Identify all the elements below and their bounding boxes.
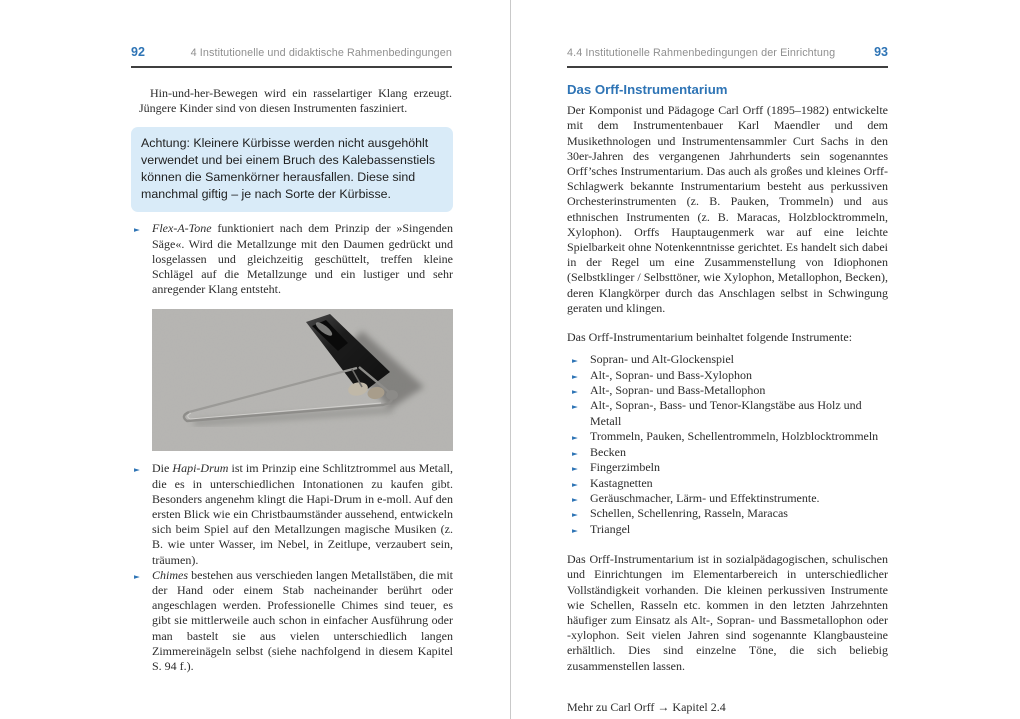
list-item <box>567 429 888 444</box>
bullet-term: Flex-A-Tone <box>152 221 212 236</box>
bullet-triangle-icon: ► <box>572 510 578 520</box>
flexatone-photo-image <box>152 309 453 451</box>
orff-paragraph-2: Das Orff-Instrumentarium ist in sozialpädagogischen, schulischen und Einrichtungen im Elementarbereich in unterschiedlicher Vollständigkeit vorhanden. Die kleinen perkussiven Instrumente wie Schellen, Rasseln etc. kommen in den letzten Jahrzehnten häufiger zum Einsatz als Alt-, Sopran- und Bassmetallophon oder -xylophon. Seit vielen Jahren sind sogenannte Klangbausteine erhältlich. Dies sind einzelne Töne, die sich beliebig zusammenstellen lassen. <box>567 552 888 673</box>
bullet-text: funktioniert nach dem Prinzip der »Singenden Säge«. Wird die Metallzunge mit den Daumen gedrückt und losgelassen und gleichzeitig geschüttelt, treffen kleine Schlägel auf die Metallzunge und ein lustiger und sehr anregender Klang entsteht. <box>152 221 453 297</box>
right-page-number: 93 <box>874 45 888 59</box>
bullet-triangle-icon: ► <box>572 494 578 504</box>
bullet-text: ist im Prinzip eine Schlitztrommel aus Metall, die es in unterschiedlichen Intonationen zu kaufen gibt. Besonders angenehm klingt die Hapi-Drum in e-moll. Auf den ersten Blick wie ein Christbaumständer aussehend, entwickeln sich beim Spiel auf den Metallzungen magische Musiken (z. B. wie unter Wasser, im Nebel, in Zeitlupe, verzaubert sein, träumen). <box>152 461 453 567</box>
bullet-pre: Die <box>152 461 173 476</box>
list-item <box>567 460 888 475</box>
left-running-header <box>131 45 452 59</box>
instrument-label: Schellen, Schellenring, Rasseln, Maracas <box>590 506 788 521</box>
left-header-rule <box>131 66 452 68</box>
instrument-label: Triangel <box>590 521 631 536</box>
instruments-list-intro: Das Orff-Instrumentarium beinhaltet folgende Instrumente: <box>567 330 853 345</box>
left-body-column <box>131 86 453 674</box>
bullet-triangle-icon: ► <box>572 371 578 381</box>
instrument-label: Alt-, Sopran- und Bass-Metallophon <box>590 383 766 398</box>
instrument-label: Kastagnetten <box>590 475 653 490</box>
list-item <box>567 383 888 398</box>
cross-reference-line: Mehr zu Carl Orff → Kapitel 2.4 <box>567 699 726 714</box>
flexatone-photo <box>152 309 453 451</box>
list-item <box>567 491 888 506</box>
bullet-triangle-icon: ► <box>572 387 578 397</box>
section-heading: Das Orff-Instrumentarium <box>567 82 728 97</box>
instrument-bullet-list-top <box>131 221 453 297</box>
left-running-head-text: 4 Institutionelle und didaktische Rahmenbedingungen <box>190 47 452 59</box>
warning-note-box: Achtung: Kleinere Kürbisse werden nicht ausgehöhlt verwendet und bei einem Bruch des Kalebassenstiels können die Samenkörner herausfallen. Diese sind manchmal giftig – je nach Sorte der Kürbisse. <box>131 127 453 212</box>
bullet-triangle-icon: ► <box>572 464 578 474</box>
instrument-label: Fingerzimbeln <box>590 460 660 475</box>
instrument-bullet-list-bottom <box>131 461 453 674</box>
instrument-label: Alt-, Sopran-, Bass- und Tenor-Klangstäbe aus Holz und Metall <box>590 398 862 428</box>
list-item <box>567 506 888 521</box>
bullet-triangle-icon: ► <box>572 356 578 366</box>
list-item <box>567 398 888 429</box>
left-page-number: 92 <box>131 45 145 59</box>
list-item <box>567 352 888 367</box>
page-right <box>511 0 1020 719</box>
right-body-column <box>567 82 888 715</box>
list-item <box>567 522 888 537</box>
instrument-label: Becken <box>590 444 626 459</box>
list-item <box>567 368 888 383</box>
bullet-triangle-icon: ► <box>134 571 140 581</box>
bullet-triangle-icon: ► <box>134 465 140 475</box>
right-running-header <box>567 45 888 59</box>
list-item <box>131 221 453 297</box>
bullet-triangle-icon: ► <box>572 433 578 443</box>
bullet-term: Chimes <box>152 567 188 582</box>
bullet-triangle-icon: ► <box>572 402 578 412</box>
instrument-label: Alt-, Sopran- und Bass-Xylophon <box>590 367 752 382</box>
bullet-term: Hapi-Drum <box>172 461 229 476</box>
instrument-label: Geräuschmacher, Lärm- und Effektinstrumente. <box>590 490 820 505</box>
bullet-triangle-icon: ► <box>134 225 140 235</box>
list-item <box>567 476 888 491</box>
list-item <box>567 445 888 460</box>
instrument-label: Sopran- und Alt-Glockenspiel <box>590 352 734 367</box>
bullet-triangle-icon: ► <box>572 479 578 489</box>
right-running-head-text: 4.4 Institutionelle Rahmenbedingungen der Einrichtung <box>567 47 836 59</box>
bullet-triangle-icon: ► <box>572 525 578 535</box>
list-item <box>131 461 453 567</box>
orff-paragraph-1: Der Komponist und Pädagoge Carl Orff (1895–1982) entwickelte mit dem Instrumentenbauer Karl Maendler und dem Musikethnologen und Instrumentensammler Curt Sachs in den 30er-Jahren des vergangenen Jahrhunderts sein sogenanntes Orff’sches Instrumentarium. Das auch als großes und kleines Orff-Schlagwerk bekannte Instrumentarium besteht aus perkussiven Orchesterinstrumenten (z. B. Pauken, Trommeln) und aus ethnischen Instrumenten (z. B. Maracas, Holzblocktrommeln, Xylophon). Orffs Hauptaugenmerk war auf eine leichte Spielbarkeit ohne Notenkenntnisse gerichtet. Es handelt sich dabei in der Regel um eine Zusammenstellung von Idiophonen (Selbstklinger / Selbsttöner, wie Xylophon, Metallophon, Becken), deren Klangkörper durch das Anschlagen selbst in Schwingung geraten und klingen. <box>567 103 888 315</box>
orff-instruments-list <box>567 352 888 537</box>
right-header-rule <box>567 66 888 68</box>
instrument-label: Trommeln, Pauken, Schellentrommeln, Holzblocktrommeln <box>590 429 879 444</box>
bullet-text: bestehen aus verschieden langen Metallstäben, die mit der Hand oder einem Stab nacheinander berührt oder angeschlagen werden. Professionelle Chimes sind teuer, es gibt sie mittlerweile auch schon in einfacher Ausführung oder man bastelt sie aus vielen unterschiedlich langen Zimmereinägeln selbst (siehe nachfolgend in diesem Kapitel S. 94 f.). <box>152 567 453 674</box>
list-item <box>131 568 453 674</box>
intro-paragraph: Hin-und-her-Bewegen wird ein rasselartiger Klang erzeugt. Jüngere Kinder sind von diesen Instrumenten fasziniert. <box>139 86 452 116</box>
bullet-triangle-icon: ► <box>572 448 578 458</box>
